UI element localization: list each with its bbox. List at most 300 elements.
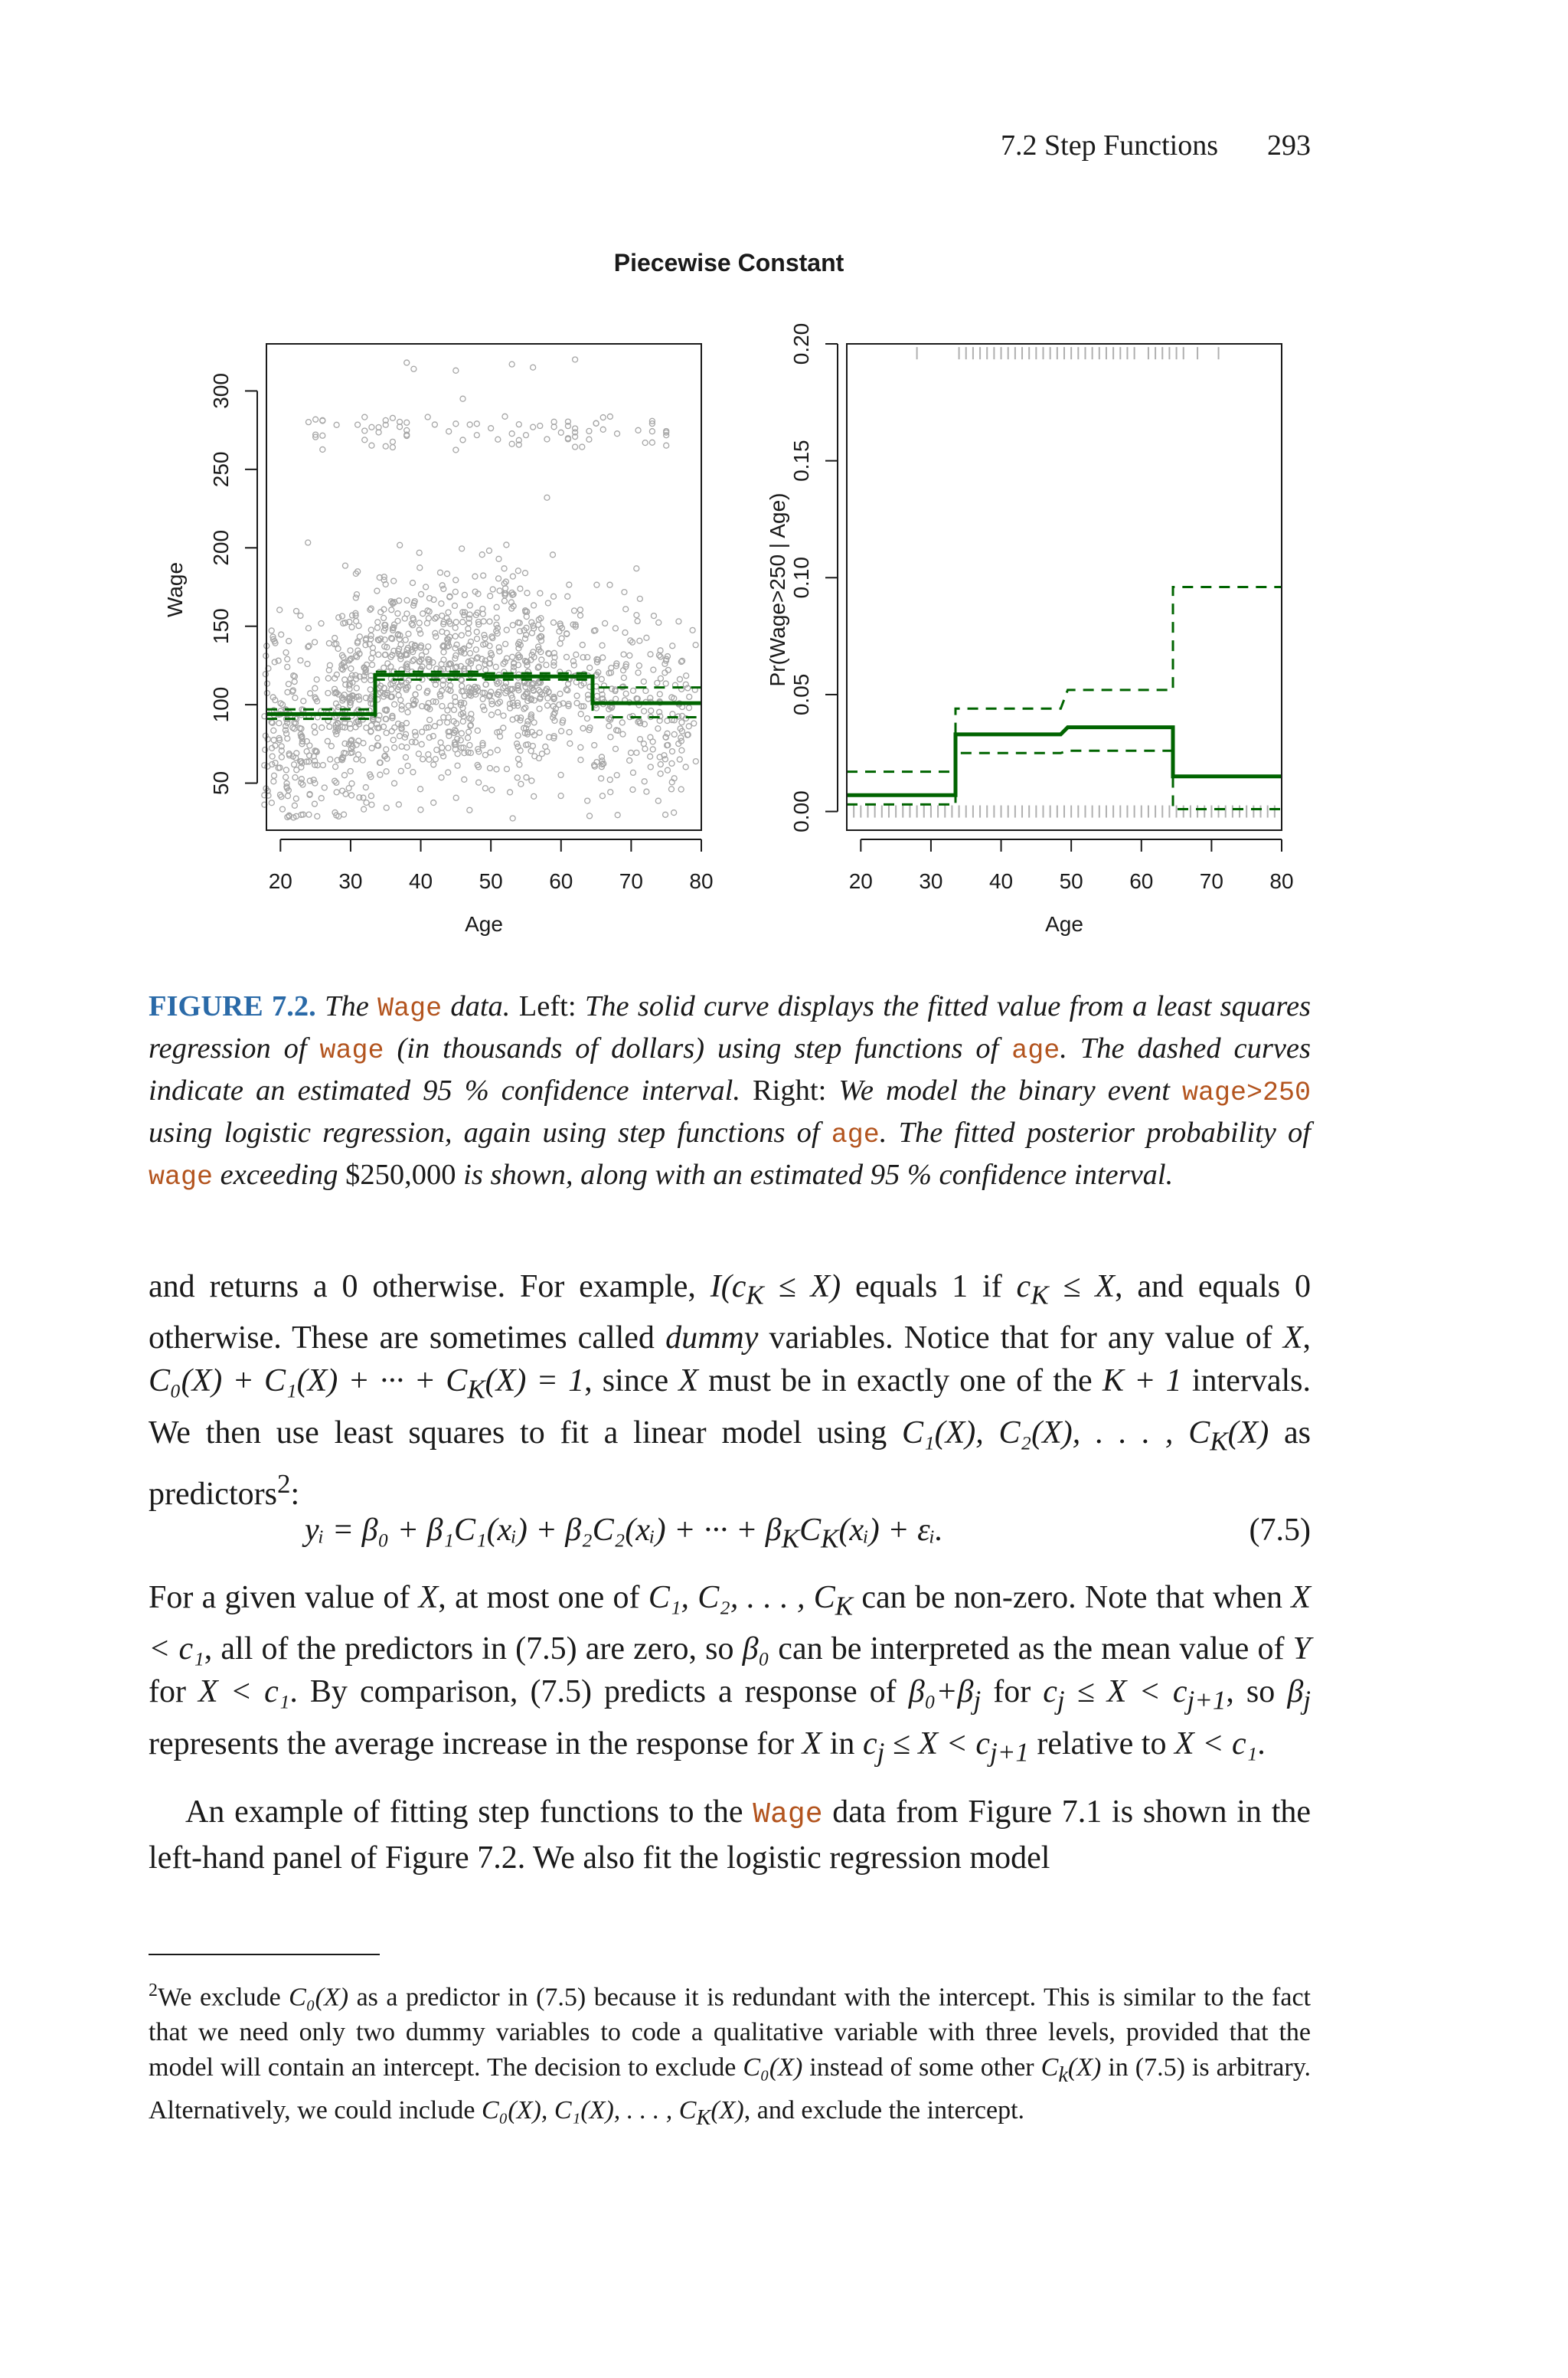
data-point xyxy=(406,631,411,636)
data-point xyxy=(677,757,682,762)
data-point xyxy=(320,763,325,768)
data-point xyxy=(518,781,524,787)
data-point xyxy=(411,366,416,371)
y-tick-label: 0.15 xyxy=(789,440,813,482)
data-point xyxy=(392,780,397,786)
data-point xyxy=(306,812,312,817)
data-point xyxy=(655,798,661,803)
data-point xyxy=(496,576,501,581)
data-point xyxy=(460,620,466,625)
data-point xyxy=(416,751,421,757)
data-point xyxy=(557,641,563,646)
data-point xyxy=(684,673,689,679)
data-point xyxy=(418,787,423,792)
data-point xyxy=(424,620,430,626)
data-point xyxy=(369,745,374,751)
data-point xyxy=(522,571,528,576)
data-point xyxy=(662,661,668,666)
data-point xyxy=(385,661,390,666)
equation-number: (7.5) xyxy=(1249,1513,1311,1548)
data-point xyxy=(392,745,397,751)
data-point xyxy=(403,754,408,760)
data-point xyxy=(613,696,619,702)
data-point xyxy=(677,676,682,682)
y-tick-label: 300 xyxy=(209,373,233,409)
data-point xyxy=(594,693,599,698)
data-point xyxy=(493,664,498,669)
x-tick-label: 60 xyxy=(1129,869,1154,893)
data-point xyxy=(599,643,605,648)
x-tick-label: 70 xyxy=(619,869,643,893)
data-point xyxy=(292,726,297,731)
data-point xyxy=(600,415,606,420)
data-point xyxy=(285,656,290,662)
data-point xyxy=(599,776,604,781)
data-point xyxy=(354,592,359,597)
data-point xyxy=(292,695,298,701)
data-point xyxy=(482,752,488,757)
data-point xyxy=(537,590,543,596)
data-point xyxy=(362,414,368,420)
probability-step-chart xyxy=(766,0,1568,965)
data-point xyxy=(467,603,472,608)
data-point xyxy=(413,692,418,697)
data-point xyxy=(515,568,521,574)
data-point xyxy=(318,796,324,801)
data-point xyxy=(423,649,429,654)
data-point xyxy=(314,677,319,682)
data-point xyxy=(468,651,473,656)
data-point xyxy=(524,632,529,637)
data-point xyxy=(551,594,557,599)
data-point xyxy=(544,703,550,708)
data-point xyxy=(270,754,275,759)
wage-scatter-points xyxy=(262,357,699,821)
data-point xyxy=(410,581,415,586)
data-point xyxy=(502,414,508,419)
data-point xyxy=(286,682,291,687)
data-point xyxy=(474,421,479,427)
data-point xyxy=(325,690,331,695)
data-point xyxy=(683,764,688,770)
data-point xyxy=(383,443,388,449)
data-point xyxy=(558,793,564,799)
data-point xyxy=(432,422,437,427)
data-point xyxy=(416,685,422,690)
data-point xyxy=(544,495,550,500)
data-point xyxy=(335,646,341,651)
data-point xyxy=(265,764,270,769)
figure-title: Piecewise Constant xyxy=(613,249,844,276)
data-point xyxy=(342,563,348,568)
data-point xyxy=(615,813,620,818)
data-point xyxy=(455,751,460,757)
data-point xyxy=(273,761,278,766)
data-point xyxy=(332,636,338,641)
data-point xyxy=(427,718,433,723)
data-point xyxy=(481,573,486,578)
y-tick-label: 100 xyxy=(209,686,233,723)
data-point xyxy=(587,813,593,819)
data-point xyxy=(368,793,374,799)
data-point xyxy=(405,763,410,768)
y-tick-label: 50 xyxy=(209,770,233,796)
data-point xyxy=(494,622,499,627)
data-point xyxy=(671,810,677,816)
paragraph-example: An example of fitting step functions to the Wage data from Figure 7.1 is shown in the left-hand panel of Figure 7.2. We also fit the logistic regression model xyxy=(149,1794,1312,1876)
data-point xyxy=(370,662,375,668)
data-point xyxy=(550,620,556,625)
data-point xyxy=(445,720,450,725)
data-point xyxy=(375,620,381,625)
data-point xyxy=(509,361,514,367)
data-point xyxy=(362,428,368,433)
section-title: 7.2 Step Functions xyxy=(1001,129,1218,162)
data-point xyxy=(369,656,374,661)
data-point xyxy=(496,645,501,650)
data-point xyxy=(644,635,649,640)
footnote-rule xyxy=(149,1954,380,1955)
data-point xyxy=(272,773,277,778)
data-point xyxy=(426,609,432,614)
probability-fit-lines xyxy=(847,587,1282,810)
data-point xyxy=(364,800,369,806)
data-point xyxy=(693,759,698,764)
data-point xyxy=(357,634,362,639)
data-point xyxy=(634,613,639,618)
data-point xyxy=(671,731,677,737)
data-point xyxy=(426,757,432,762)
data-point xyxy=(459,683,465,689)
data-point xyxy=(439,613,445,618)
data-point xyxy=(483,667,488,672)
y-tick-label: 0.00 xyxy=(789,790,813,832)
data-point xyxy=(558,772,564,777)
data-point xyxy=(578,613,583,618)
data-point xyxy=(425,414,430,420)
data-point xyxy=(305,420,311,425)
upper-confidence-line xyxy=(847,587,1282,772)
data-point xyxy=(368,723,374,728)
data-point xyxy=(390,439,395,444)
data-point xyxy=(390,445,395,450)
data-point xyxy=(658,771,663,777)
data-point xyxy=(301,698,306,704)
data-point xyxy=(496,556,501,561)
data-point xyxy=(524,590,530,596)
data-point xyxy=(391,578,397,584)
data-point xyxy=(608,734,613,740)
data-point xyxy=(524,775,529,780)
data-point xyxy=(453,795,459,800)
data-point xyxy=(627,653,632,658)
data-point xyxy=(328,744,334,749)
data-point xyxy=(384,747,389,752)
y-tick-label: 200 xyxy=(209,529,233,566)
data-point xyxy=(322,785,327,790)
data-point xyxy=(648,764,653,770)
data-point xyxy=(476,780,482,785)
data-point xyxy=(362,437,368,443)
data-point xyxy=(642,708,647,714)
data-point xyxy=(529,620,534,625)
data-point xyxy=(488,689,494,695)
data-point xyxy=(460,437,466,443)
data-point xyxy=(368,687,373,692)
data-point xyxy=(665,767,670,773)
data-point xyxy=(462,592,467,597)
data-point xyxy=(388,664,394,669)
data-point xyxy=(439,662,444,667)
data-point xyxy=(559,636,564,641)
data-point xyxy=(584,716,590,721)
data-point xyxy=(308,691,313,696)
data-point xyxy=(361,806,367,812)
data-point xyxy=(510,574,515,579)
data-point xyxy=(292,762,297,767)
data-point xyxy=(488,712,494,718)
data-point xyxy=(651,613,656,619)
data-point xyxy=(559,728,564,734)
data-point xyxy=(586,437,592,442)
data-point xyxy=(390,415,395,420)
data-point xyxy=(679,747,684,753)
data-point xyxy=(459,546,465,551)
data-point xyxy=(283,650,289,656)
data-point xyxy=(508,790,513,795)
data-point xyxy=(452,625,458,630)
data-point xyxy=(599,793,605,799)
data-point xyxy=(315,813,320,819)
data-point xyxy=(423,584,429,590)
data-point xyxy=(489,787,495,793)
data-point xyxy=(410,770,416,775)
x-tick-label: 50 xyxy=(479,869,503,893)
data-point xyxy=(403,637,408,643)
data-point xyxy=(312,724,317,729)
data-point xyxy=(623,607,629,612)
data-point xyxy=(276,721,282,726)
data-point xyxy=(537,706,542,711)
data-point xyxy=(285,664,290,669)
data-point xyxy=(586,428,592,433)
data-point xyxy=(340,788,345,793)
data-point xyxy=(453,447,459,453)
data-point xyxy=(426,644,431,649)
data-point xyxy=(271,738,276,743)
data-point xyxy=(558,430,564,435)
y-tick-label: 0.10 xyxy=(789,557,813,599)
data-point xyxy=(663,812,668,817)
data-point xyxy=(669,761,675,766)
data-point xyxy=(518,586,523,591)
data-point xyxy=(585,798,590,803)
data-point xyxy=(580,725,586,731)
data-point xyxy=(269,800,274,806)
data-point xyxy=(376,652,381,657)
data-point xyxy=(564,654,570,659)
data-point xyxy=(320,433,325,438)
data-point xyxy=(405,709,410,715)
page-number: 293 xyxy=(1267,129,1311,162)
data-point xyxy=(525,718,531,724)
data-point xyxy=(305,661,310,666)
data-point xyxy=(374,625,380,630)
data-point xyxy=(504,542,509,548)
data-point xyxy=(277,607,283,613)
data-point xyxy=(488,750,493,755)
data-point xyxy=(369,443,374,448)
data-point xyxy=(495,437,501,442)
data-point xyxy=(286,639,292,644)
data-point xyxy=(355,422,361,427)
data-point xyxy=(354,685,359,691)
data-point xyxy=(293,796,299,801)
data-point xyxy=(509,431,514,437)
data-point xyxy=(419,741,424,747)
data-point xyxy=(348,648,353,653)
data-point xyxy=(412,729,417,734)
data-point xyxy=(544,662,549,668)
data-point xyxy=(678,735,684,741)
data-point xyxy=(327,724,332,729)
data-point xyxy=(474,433,479,438)
paragraph-interpretation: For a given value of X, at most one of C₁, C₂, . . . , $C_K$ can be non-zero. Note that when X < c₁, all of the predictors in (7.5) are zero, so β₀ can be interpreted as the mean value of Y for X < c₁. By comparison, (7.5) predicts a response of $\beta_0+\beta_j$ for $c_j \le X < c_{j+1}$, so $\beta_j$ represents the average increase in the response for X in $c_j \le X < c_{j+1}$ relative to X < c₁. xyxy=(149,1580,1311,1768)
data-point xyxy=(434,614,439,620)
data-point xyxy=(441,754,446,759)
data-point xyxy=(325,675,331,681)
data-point xyxy=(431,800,436,806)
data-point xyxy=(678,787,684,792)
data-point xyxy=(517,762,522,767)
data-point xyxy=(439,751,445,756)
data-point xyxy=(635,427,641,433)
data-point xyxy=(399,703,404,708)
data-point xyxy=(404,420,410,425)
data-point xyxy=(439,745,445,751)
data-point xyxy=(375,735,381,741)
data-point xyxy=(343,791,348,796)
data-point xyxy=(651,667,656,672)
data-point xyxy=(441,649,446,655)
data-point xyxy=(635,619,640,624)
data-point xyxy=(279,632,284,637)
data-point xyxy=(494,767,499,772)
data-point xyxy=(686,705,691,711)
data-point xyxy=(441,586,446,591)
data-point xyxy=(655,726,661,731)
data-point xyxy=(458,738,463,743)
x-tick-label: 60 xyxy=(549,869,573,893)
data-point xyxy=(325,738,330,744)
data-point xyxy=(354,619,359,624)
data-point xyxy=(650,739,655,744)
data-point xyxy=(634,750,639,755)
fitted-step-line xyxy=(847,728,1282,796)
data-point xyxy=(670,643,675,649)
data-point xyxy=(404,360,410,365)
data-point xyxy=(494,615,499,620)
data-point xyxy=(572,608,577,613)
data-point xyxy=(599,676,604,682)
data-point xyxy=(529,630,534,636)
data-point xyxy=(384,730,389,735)
data-point xyxy=(577,607,583,613)
data-point xyxy=(488,426,494,431)
data-point xyxy=(544,437,550,442)
data-point xyxy=(627,757,632,763)
data-point xyxy=(649,440,655,445)
data-point xyxy=(453,421,459,427)
paragraph-dummy-variables: and returns a 0 otherwise. For example, $I(c_K \le X)$ equals 1 if $c_K \le X$, and equals 0 otherwise. These are sometimes called dummy variables. Notice that for any value of X, C₀(X) + C₁(X) + ··· + $C_K(X) = 1$, since X must be in exactly one of the K + 1 intervals. We then use least squares to fit a linear model using C₁(X), C₂(X), . . . , $C_K(X)$ as predictors$^2$: xyxy=(149,1269,1312,1513)
data-point xyxy=(305,626,311,631)
data-point xyxy=(349,624,354,630)
data-point xyxy=(271,728,276,733)
data-point xyxy=(482,786,488,791)
data-point xyxy=(476,764,482,770)
y-axis-label: Wage xyxy=(163,561,187,618)
data-point xyxy=(649,429,655,434)
data-point xyxy=(629,750,634,755)
data-point xyxy=(395,611,400,617)
data-point xyxy=(515,733,521,738)
data-point xyxy=(474,630,479,635)
data-point xyxy=(567,741,573,746)
data-point xyxy=(495,747,500,753)
data-point xyxy=(285,793,290,799)
data-point xyxy=(368,633,374,638)
data-point xyxy=(612,746,618,751)
data-point xyxy=(501,566,507,571)
data-point xyxy=(669,749,675,754)
x-tick-label: 50 xyxy=(1059,869,1083,893)
data-point xyxy=(622,590,627,595)
data-point xyxy=(593,420,599,426)
data-point xyxy=(438,740,443,745)
data-point xyxy=(439,601,444,607)
data-point xyxy=(460,718,466,724)
data-point xyxy=(586,692,591,698)
data-point xyxy=(312,685,318,691)
y-tick-label: 0.05 xyxy=(789,673,813,716)
data-point xyxy=(396,802,401,807)
data-point xyxy=(433,616,438,621)
data-point xyxy=(349,781,354,787)
data-point xyxy=(686,724,691,729)
data-point xyxy=(642,746,648,751)
data-point xyxy=(298,613,303,618)
data-point xyxy=(369,802,374,807)
data-point xyxy=(494,604,499,610)
x-axis-label: Age xyxy=(1045,912,1083,936)
data-point xyxy=(504,767,509,772)
data-point xyxy=(368,607,373,613)
data-point xyxy=(328,757,333,762)
data-point xyxy=(353,725,358,730)
data-point xyxy=(360,757,365,763)
data-point xyxy=(643,688,648,693)
data-point xyxy=(452,603,457,608)
data-point xyxy=(642,440,648,446)
data-point xyxy=(509,441,514,446)
data-point xyxy=(403,731,409,737)
data-point xyxy=(642,779,647,784)
data-point xyxy=(349,672,354,678)
data-point xyxy=(580,643,585,648)
data-point xyxy=(334,422,339,427)
data-point xyxy=(600,427,606,432)
figure-label: FIGURE 7.2. xyxy=(149,990,316,1022)
